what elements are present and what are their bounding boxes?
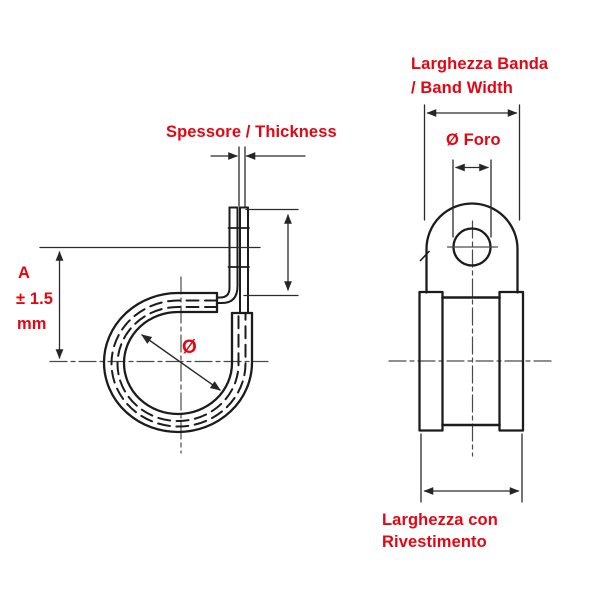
mounting-tab — [421, 204, 518, 293]
a-dimension-label-line3: mm — [17, 315, 47, 333]
band-end-strips — [217, 208, 249, 314]
metal-band-hidden-inner — [118, 307, 239, 421]
side-view — [40, 147, 305, 453]
tab-edge-break-mark — [421, 252, 430, 261]
coated-width-dimension — [421, 434, 522, 502]
coated-width-label-line1: Larghezza con — [382, 511, 498, 529]
front-view-centerlines — [389, 221, 552, 456]
front-view — [389, 105, 552, 502]
thickness-label: Spessore / Thickness — [166, 123, 337, 141]
left-strip-outer-edge — [217, 208, 238, 304]
loop-rubber-outer-edge — [104, 293, 252, 432]
band-width-label-line1: Larghezza Banda — [411, 55, 549, 73]
left-strip-inner-edge — [217, 208, 230, 298]
loop-rubber-inner-edge — [124, 312, 232, 414]
loop-diameter-symbol: Ø — [182, 337, 197, 358]
a-dimension-label-line2: ± 1.5 — [16, 290, 54, 308]
clamp-loop — [104, 293, 252, 432]
a-dimension-label-line1: A — [18, 264, 31, 282]
thickness-dimension — [211, 147, 305, 206]
band-width-label-line2: / Band Width — [411, 79, 513, 97]
coated-width-label-line2: Rivestimento — [382, 533, 487, 551]
leg-height-dimension — [244, 210, 298, 296]
metal-band-hidden-outer — [112, 301, 246, 427]
hole-diameter-label: Ø Foro — [446, 131, 501, 149]
